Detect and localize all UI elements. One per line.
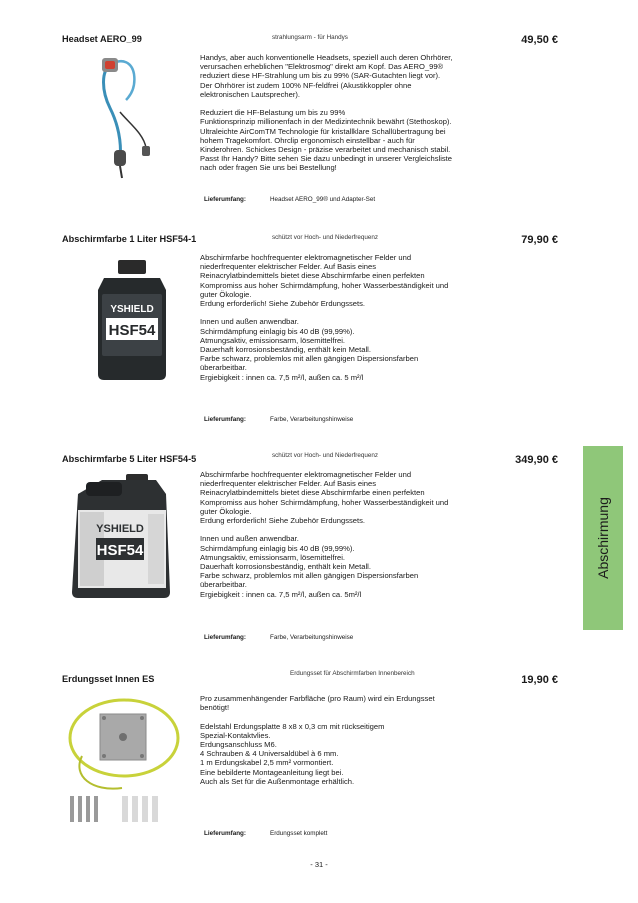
canister-code-label: HSF54 <box>96 542 144 559</box>
product-title: Abschirmfarbe 1 Liter HSF54-1 <box>62 234 197 244</box>
description-paragraph: Edelstahl Erdungsplatte 8 x8 x 0,3 cm mit rückseitigem Spezial-Kontaktvlies. Erdungsanschluss M6. 4 Schrauben & 4 Universaldübel à 6 mm. 1 m Erdungskabel 2,5 mm² vormontiert. Eine bebilderte Montageanleitung liegt bei. Auch als Set für die Außenmontage erhältlich. <box>200 721 385 786</box>
section-tab <box>583 446 623 630</box>
section-tab-label: Abschirmung <box>595 497 611 579</box>
bottle-code-label: HSF54 <box>108 322 156 339</box>
product-subtitle: schützt vor Hoch- und Niederfrequenz <box>272 452 379 459</box>
delivery-scope-value: Erdungsset komplett <box>270 830 328 837</box>
delivery-scope-value: Farbe, Verarbeitungshinweise <box>270 416 354 423</box>
product-title: Erdungsset Innen ES <box>62 674 155 684</box>
delivery-scope-label: Lieferumfang: <box>204 196 246 203</box>
description-paragraph: Innen und außen anwendbar. Schirmdämpfung einlagig bis 40 dB (99,99%). Atmungsaktiv, emissionsarm, lösemittelfrei. Dauerhaft korrosionsbeständig, enthält kein Metall. Farbe schwarz, problemlos mit allen gängigen Dispersionsfarben überarbeitbar. Ergiebigkeit : innen ca. 7,5 m²/l, außen ca. 5 m²/l <box>200 317 419 382</box>
delivery-scope-label: Lieferumfang: <box>204 634 246 641</box>
product-description <box>200 470 500 608</box>
product-description <box>200 694 500 795</box>
canister-brand-label: YSHIELD <box>96 523 144 535</box>
product-subtitle: schützt vor Hoch- und Niederfrequenz <box>272 234 379 241</box>
product-subtitle: Erdungsset für Abschirmfarben Innenbereich <box>290 670 415 677</box>
grounding-set-image <box>62 696 182 826</box>
headset-image <box>62 52 182 180</box>
delivery-scope <box>204 830 327 837</box>
description-paragraph: Reduziert die HF-Belastung um bis zu 99% Funktionsprinzip millionenfach in der Medizintechnik bewährt (Stethoskop). Ultraleichte AirComTM Technologie für kristallklare Schallübertragung bei hohem Tragekomfort. Ohrclip ergonomisch einstellbar - auch für Kinderohren. Schickes Design - präzise verarbeitet und mechanisch stabil. Passt Ihr Handy? Bitte sehen Sie dazu unbedingt in unserer Vergleichsliste nach oder fragen Sie uns bei Bestellung! <box>200 108 453 173</box>
delivery-scope-label: Lieferumfang: <box>204 830 246 837</box>
description-paragraph: Abschirmfarbe hochfrequenter elektromagnetischer Felder und niederfrequenter elektrischer Felder. Auf Basis eines Reinacrylatbindemittels bietet diese Abschirmfarbe einen perfekten Kompromiss aus hoher Schirmdämpfung, hoher Wasserbeständigkeit und guter Ökologie. Erdung erforderlich! Siehe Zubehör Erdungssets. <box>200 470 449 526</box>
delivery-scope <box>204 416 353 423</box>
delivery-scope-label: Lieferumfang: <box>204 416 246 423</box>
delivery-scope <box>204 196 375 203</box>
delivery-scope-value: Farbe, Verarbeitungshinweise <box>270 634 354 641</box>
paint-bottle-image <box>92 260 172 380</box>
delivery-scope-value: Headset AERO_99® und Adapter-Set <box>270 196 376 203</box>
product-description <box>200 253 500 391</box>
page-number: - 31 - <box>310 860 328 869</box>
product-subtitle: strahlungsarm - für Handys <box>272 34 348 41</box>
product-title: Headset AERO_99 <box>62 34 142 44</box>
product-description <box>200 53 500 182</box>
description-paragraph: Pro zusammenhängender Farbfläche (pro Raum) wird ein Erdungsset benötigt! <box>200 694 435 713</box>
description-paragraph: Innen und außen anwendbar. Schirmdämpfung einlagig bis 40 dB (99,99%). Atmungsaktiv, emissionsarm, lösemittelfrei. Dauerhaft korrosionsbeständig, enthält kein Metall. Farbe schwarz, problemlos mit allen gängigen Dispersionsfarben überarbeitbar. Ergiebigkeit : innen ca. 7,5 m²/l, außen ca. 5m²/l <box>200 534 419 599</box>
delivery-scope <box>204 634 353 641</box>
description-paragraph: Abschirmfarbe hochfrequenter elektromagnetischer Felder und niederfrequenter elektrischer Felder. Auf Basis eines Reinacrylatbindemittels bietet diese Abschirmfarbe einen perfekten Kompromiss aus hoher Schirmdämpfung, hoher Wasserbeständigkeit und guter Ökologie. Erdung erforderlich! Siehe Zubehör Erdungssets. <box>200 253 449 309</box>
product-title: Abschirmfarbe 5 Liter HSF54-5 <box>62 454 197 464</box>
product-price: 49,50 € <box>521 34 558 46</box>
product-price: 19,90 € <box>521 674 558 686</box>
product-price: 79,90 € <box>521 234 558 246</box>
paint-canister-image <box>66 474 176 598</box>
bottle-brand-label: YSHIELD <box>110 304 154 315</box>
product-price: 349,90 € <box>515 454 558 466</box>
description-paragraph: Handys, aber auch konventionelle Headsets, speziell auch deren Ohrhörer, verursachen erheblichen "Elektrosmog" direkt am Kopf. Das AERO_99® reduziert diese HF-Strahlung um bis zu 99% (SAR-Gutachten liegt vor). Der Ohrhörer ist zudem 100% NF-feldfrei (Akustikkoppler ohne elektronischen Lautsprecher). <box>200 53 453 99</box>
